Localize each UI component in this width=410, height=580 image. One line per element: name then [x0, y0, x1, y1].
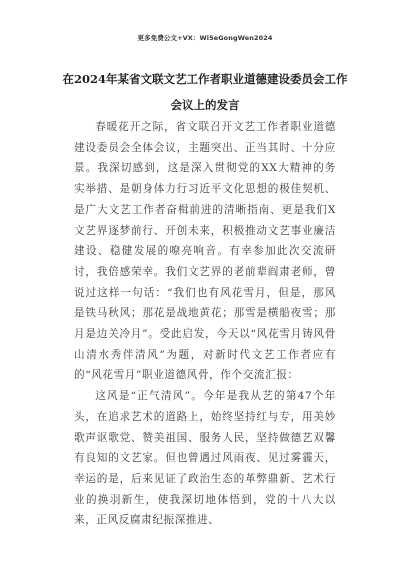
body-paragraph-1: 春暖花开之际，省文联召开文艺工作者职业道德建设委员会全体会议，主题突出、正当其时、十分应景。我深切感到，这是深入贯彻党的XX大精神的务实举措、是朝身体力行习近平文化思想的极佳契机、是广大文艺工作者奋楫前进的清晰指南、更是我们X文艺界逐梦前行、开创未来，积极推动文艺事业廉洁建设、稳健发展的嘹亮响音。有幸参加此次交流研讨，我倍感荣幸。我们文艺界的老前辈阎肃老师，曾说过这样一句话：“我们也有风花雪月，但是，那风是铁马秋风；那花是战地黄花；那雪是横船夜雪；那月是边关冷月”。受此启发，今天以“风花雪月铸风骨山清水秀伴清风”为题，对新时代文艺工作者应有的“风花雪月”职业道德风骨，作个交流汇报：	[74, 121, 336, 382]
document-title: 在2024年某省文联文艺工作者职业道德建设委员会工作会议上的发言	[62, 72, 348, 112]
document-body	[74, 117, 336, 531]
body-paragraph-2: 这风是“正气清风”。今年是我从艺的第47个年头，在追求艺术的道路上，始终坚持红与专，用美妙歌声讴歌党、赞美祖国、服务人民，坚持做德艺双馨有良知的文艺家。但也曾遇过风雨夜、见过雾霾天，幸运的是，后来见证了政治生态的革弊鼎新、艺术行业的换羽新生，使我深切地体悟到，党的十八大以来，正风反腐肃纪振深推进、	[74, 390, 336, 527]
header-note: 更多免费公文+VX：Wi5eGongWen2024	[137, 34, 273, 42]
